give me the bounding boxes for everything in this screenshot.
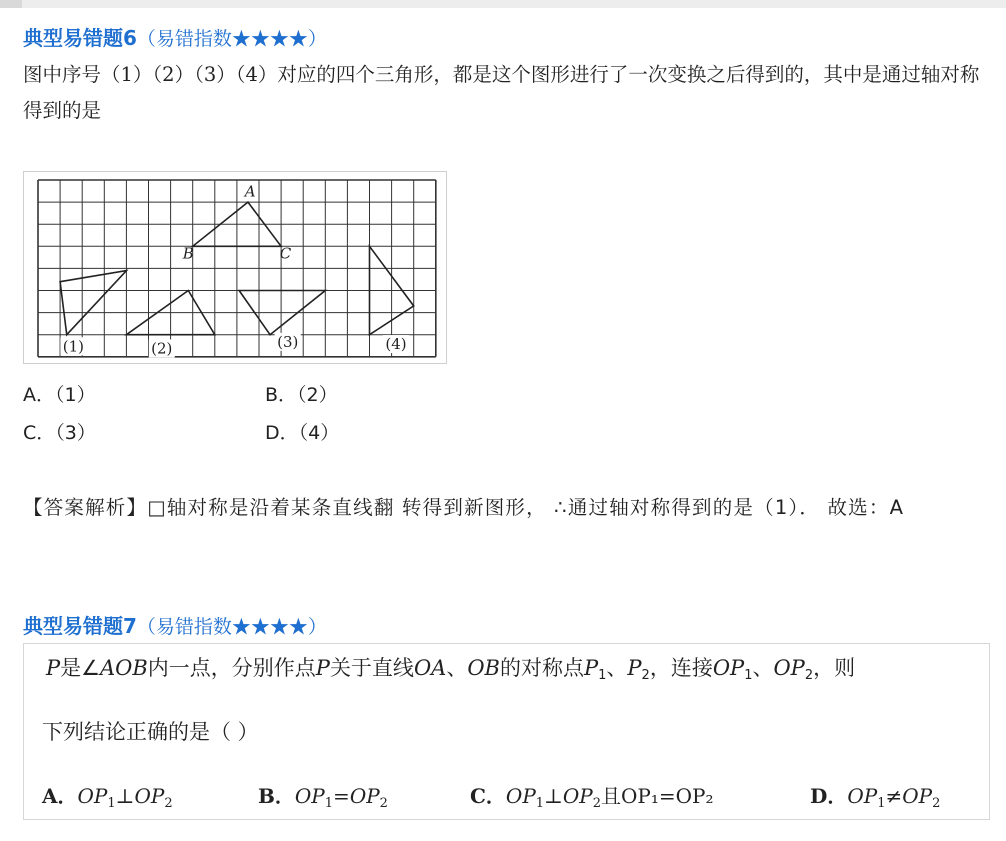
- var-p1: P: [583, 656, 599, 680]
- triangle-1: [60, 271, 126, 335]
- subscript: 2: [592, 796, 602, 811]
- q7-text: ，则: [813, 656, 856, 680]
- top-bar-tab: [0, 0, 22, 8]
- q7-option-d[interactable]: [810, 780, 940, 811]
- q6-question-text: 图中序号（1）（2）（3）（4）对应的四个三角形，都是这个图形进行了一次变换之后得到的，其中是通过轴对称得到的是: [23, 63, 980, 122]
- var-op: OP: [847, 784, 878, 808]
- var-op2: OP: [773, 656, 805, 680]
- q7-text: 的对称点: [499, 656, 584, 680]
- operator: ⊥: [115, 784, 135, 808]
- q6-heading: [23, 22, 327, 51]
- var-ob: OB: [467, 656, 500, 680]
- var-p2: P: [627, 656, 642, 680]
- var-oa: OA: [413, 656, 447, 680]
- var-op: OP: [505, 784, 536, 808]
- var-p: P: [315, 656, 330, 680]
- subscript: 1: [877, 796, 886, 811]
- q7-text: ，连接: [649, 656, 713, 680]
- q7-text: 关于直线: [329, 656, 414, 680]
- shape-label-2: (2): [151, 339, 173, 358]
- top-bar: [0, 0, 1006, 8]
- subscript: 1: [535, 796, 545, 811]
- subscript: 2: [804, 668, 814, 683]
- var-op: OP: [77, 784, 108, 808]
- q7-question-line-2: 下列结论正确的是（ ）: [42, 720, 259, 744]
- q7-option-b[interactable]: [258, 780, 388, 811]
- q7-question-line-1: [46, 652, 855, 683]
- q7-text: 、: [606, 656, 628, 680]
- shape-label-1: (1): [62, 337, 84, 356]
- var-aob: AOB: [99, 656, 148, 680]
- triangle-grid-figure: [24, 172, 446, 363]
- option-extra: 且OP₁=OP₂: [601, 784, 714, 808]
- var-op: OP: [294, 784, 325, 808]
- var-op: OP: [349, 784, 380, 808]
- option-letter: B．: [258, 784, 295, 808]
- subscript: 2: [164, 796, 173, 811]
- option-letter: D．: [810, 784, 848, 808]
- subscript: 1: [598, 668, 607, 683]
- point-label-a: A: [244, 182, 256, 201]
- subscript: 1: [107, 796, 116, 811]
- q6-heading-difficulty: （易错指数★★★★）: [136, 28, 327, 50]
- option-letter: A．: [42, 784, 78, 808]
- q6-answer-explanation: 【答案解析】□轴对称是沿着某条直线翻 转得到新图形， ∴通过轴对称得到的是（1）． 故选：A: [23, 496, 905, 519]
- q6-option-b[interactable]: B．（2）: [265, 384, 338, 406]
- point-label-c: C: [279, 244, 292, 263]
- q7-text: 是∠: [60, 656, 100, 680]
- subscript: 1: [744, 668, 753, 683]
- var-op: OP: [562, 784, 593, 808]
- option-letter: C．: [470, 784, 506, 808]
- q7-heading-title: 典型易错题7: [23, 614, 137, 638]
- var-op: OP: [902, 784, 933, 808]
- q7-text: 内一点，分别作点: [147, 656, 316, 680]
- var-op1: OP: [712, 656, 745, 680]
- q7-question-box: [23, 643, 990, 820]
- q6-figure: [23, 171, 447, 364]
- q6-heading-title: 典型易错题6: [23, 26, 137, 50]
- shape-label-4: (4): [385, 335, 407, 354]
- q6-option-d[interactable]: D．（4）: [265, 422, 340, 444]
- q7-option-c[interactable]: [470, 780, 714, 811]
- operator: ≠: [885, 784, 903, 808]
- operator: =: [333, 784, 350, 808]
- q6-option-c[interactable]: C．（3）: [23, 422, 96, 444]
- q6-option-a[interactable]: A．（1）: [23, 384, 96, 406]
- q7-heading: [23, 610, 327, 639]
- var-op: OP: [134, 784, 165, 808]
- q7-text: 、: [752, 656, 774, 680]
- q7-option-a[interactable]: [42, 780, 173, 811]
- subscript: 2: [932, 796, 941, 811]
- point-label-b: B: [182, 244, 194, 263]
- shape-label-3: (3): [277, 332, 299, 351]
- subscript: 2: [641, 668, 650, 683]
- subscript: 1: [324, 796, 334, 811]
- subscript: 2: [379, 796, 388, 811]
- q7-heading-difficulty: （易错指数★★★★）: [136, 616, 327, 638]
- q7-text: 、: [446, 656, 468, 680]
- operator: ⊥: [544, 784, 563, 808]
- var-p: P: [46, 656, 61, 680]
